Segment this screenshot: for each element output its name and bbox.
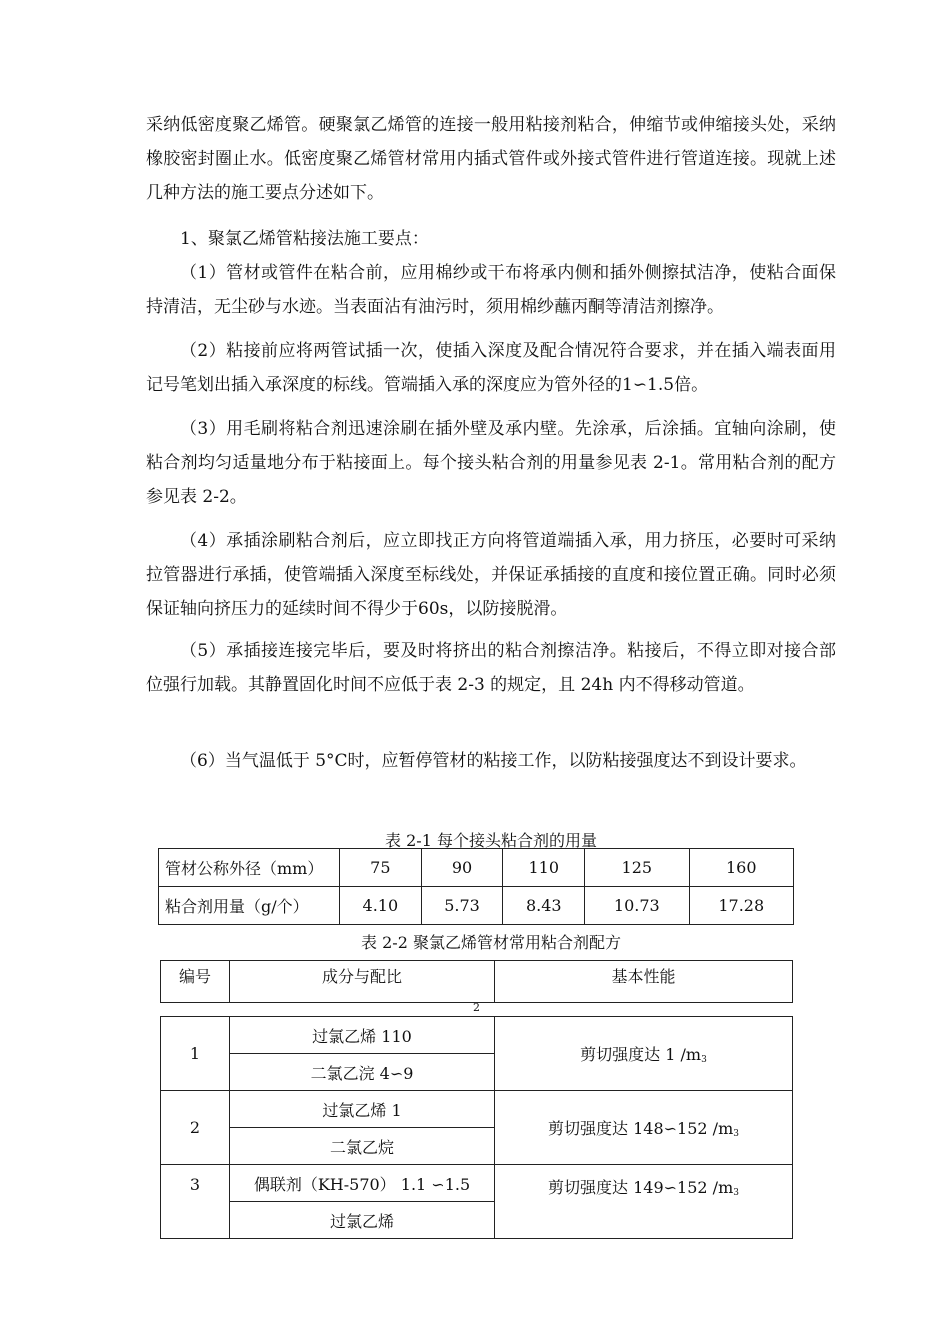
header-property: 基本性能 <box>495 961 793 1003</box>
component-cell: 过氯乙烯 110 <box>230 1017 495 1054</box>
property-cell <box>495 1165 793 1239</box>
section-heading: 1、聚氯乙烯管粘接法施工要点： <box>180 229 429 249</box>
property-text: 剪切强度达 1 /m <box>580 1045 702 1064</box>
table-row <box>159 849 794 887</box>
table-cell: 4.10 <box>340 887 422 925</box>
table-cell: 17.28 <box>689 887 793 925</box>
table-row <box>161 1165 793 1202</box>
header-components: 成分与配比 <box>230 961 495 1003</box>
paragraph-intro: 采纳低密度聚乙烯管。硬聚氯乙烯管的连接一般用粘接剂粘合，伸缩节或伸缩接头处，采纳橡胶密封圈止水。低密度聚乙烯管材常用内插式管件或外接式管件进行管道连接。现就上述几种方法的施工要点分述如下。 <box>146 115 836 203</box>
table-row <box>159 887 794 925</box>
paragraph-step-1: （1）管材或管件在粘合前，应用棉纱或干布将承内侧和插外侧擦拭洁净，使粘合面保持清洁，无尘砂与水迹。当表面沾有油污时，须用棉纱蘸丙酮等清洁剂擦净。 <box>146 263 836 317</box>
table2-caption: 表 2-2 聚氯乙烯管材常用粘合剂配方 <box>361 933 621 952</box>
row-label: 粘合剂用量（g/个） <box>159 887 340 925</box>
component-cell: 二氯乙浣 4∽9 <box>230 1054 495 1091</box>
formula-table-body <box>160 1016 793 1239</box>
table-row <box>161 1017 793 1054</box>
table-row <box>161 1091 793 1128</box>
row-id: 3 <box>161 1165 230 1239</box>
formula-table-header <box>160 960 793 1003</box>
component-cell: 过氯乙烯 <box>230 1202 495 1239</box>
table-cell: 160 <box>689 849 793 887</box>
paragraph-step-3: （3）用毛刷将粘合剂迅速涂刷在插外壁及承内壁。先涂承，后涂插。宜轴向涂刷，使粘合剂均匀适量地分布于粘接面上。每个接头粘合剂的用量参见表 2-1。常用粘合剂的配方参见表 2-2。 <box>146 419 836 507</box>
unit-subscript: 3 <box>733 1129 739 1139</box>
unit-subscript: 3 <box>701 1055 707 1065</box>
property-text: 剪切强度达 148∽152 /m <box>548 1119 734 1138</box>
adhesive-usage-table <box>158 848 794 925</box>
table-cell: 8.43 <box>503 887 585 925</box>
property-cell <box>495 1017 793 1091</box>
row-id: 1 <box>161 1017 230 1091</box>
table1-caption: 表 2-1 每个接头粘合剂的用量 <box>385 831 597 850</box>
table-cell: 90 <box>421 849 503 887</box>
row-label: 管材公称外径（mm） <box>159 849 340 887</box>
table-cell: 5.73 <box>421 887 503 925</box>
unit-subscript: 3 <box>733 1188 739 1198</box>
table-cell: 110 <box>503 849 585 887</box>
property-cell <box>495 1091 793 1165</box>
table-cell: 125 <box>585 849 689 887</box>
page-number: 2 <box>473 1001 480 1014</box>
row-id: 2 <box>161 1091 230 1165</box>
paragraph-step-2: （2）粘接前应将两管试插一次，使插入深度及配合情况符合要求，并在插入端表面用记号笔划出插入承深度的标线。管端插入承的深度应为管外径的1∽1.5倍。 <box>146 341 836 395</box>
table-cell: 10.73 <box>585 887 689 925</box>
component-cell: 偶联剂（KH-570） 1.1 ∽1.5 <box>230 1165 495 1202</box>
component-cell: 过氯乙烯 1 <box>230 1091 495 1128</box>
header-id: 编号 <box>161 961 230 1003</box>
table-cell: 75 <box>340 849 422 887</box>
table-header-row <box>161 961 793 1003</box>
property-text: 剪切强度达 149∽152 /m <box>548 1178 734 1197</box>
paragraph-step-6: （6）当气温低于 5°C时，应暂停管材的粘接工作，以防粘接强度达不到设计要求。 <box>180 751 807 771</box>
component-cell: 二氯乙烷 <box>230 1128 495 1165</box>
paragraph-step-5: （5）承插接连接完毕后，要及时将挤出的粘合剂擦洁净。粘接后，不得立即对接合部位强行加载。其静置固化时间不应低于表 2-3 的规定，且 24h 内不得移动管道。 <box>146 641 836 695</box>
paragraph-step-4: （4）承插涂刷粘合剂后，应立即找正方向将管道端插入承，用力挤压，必要时可采纳拉管器进行承插，使管端插入深度至标线处，并保证承插接的直度和接位置正确。同时必须保证轴向挤压力的延续时间不得少于60s，以防接脱滑。 <box>146 531 836 619</box>
